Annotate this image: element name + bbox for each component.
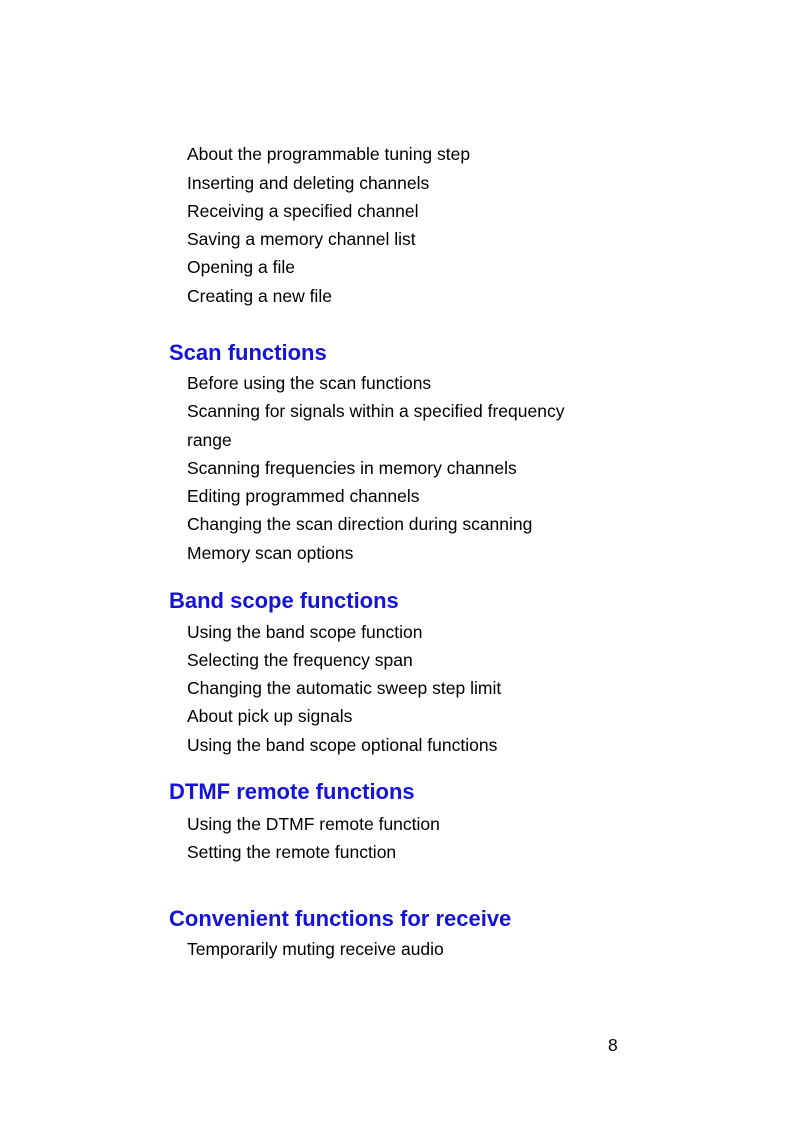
section-heading-band-scope: Band scope functions xyxy=(169,588,399,613)
toc-item: Selecting the frequency span xyxy=(187,650,413,670)
toc-item: Using the DTMF remote function xyxy=(187,814,440,834)
toc-item: Setting the remote function xyxy=(187,842,397,862)
toc-item: range xyxy=(187,430,232,450)
toc-item: Before using the scan functions xyxy=(187,373,432,393)
section-heading-dtmf: DTMF remote functions xyxy=(169,779,415,804)
section-heading-convenient: Convenient functions for receive xyxy=(169,906,512,931)
toc-item: Using the band scope function xyxy=(187,622,423,642)
toc-item: About the programmable tuning step xyxy=(187,144,471,164)
toc-item: Creating a new file xyxy=(187,286,332,306)
toc-item: Scanning frequencies in memory channels xyxy=(187,458,517,478)
toc-item: Changing the automatic sweep step limit xyxy=(187,678,502,698)
toc-item: Editing programmed channels xyxy=(187,486,420,506)
section-heading-scan: Scan functions xyxy=(169,340,327,365)
toc-item: Scanning for signals within a specified frequency xyxy=(187,401,565,421)
toc-item: Using the band scope optional functions xyxy=(187,735,498,755)
toc-item: Saving a memory channel list xyxy=(187,229,416,249)
toc-item: Changing the scan direction during scanning xyxy=(187,514,533,534)
toc-item: Inserting and deleting channels xyxy=(187,173,430,193)
page-number: 8 xyxy=(608,1035,618,1055)
toc-item: Temporarily muting receive audio xyxy=(187,939,444,959)
toc-item: Memory scan options xyxy=(187,543,354,563)
toc-item: About pick up signals xyxy=(187,706,353,726)
toc-item: Opening a file xyxy=(187,257,295,277)
toc-item: Receiving a specified channel xyxy=(187,201,419,221)
